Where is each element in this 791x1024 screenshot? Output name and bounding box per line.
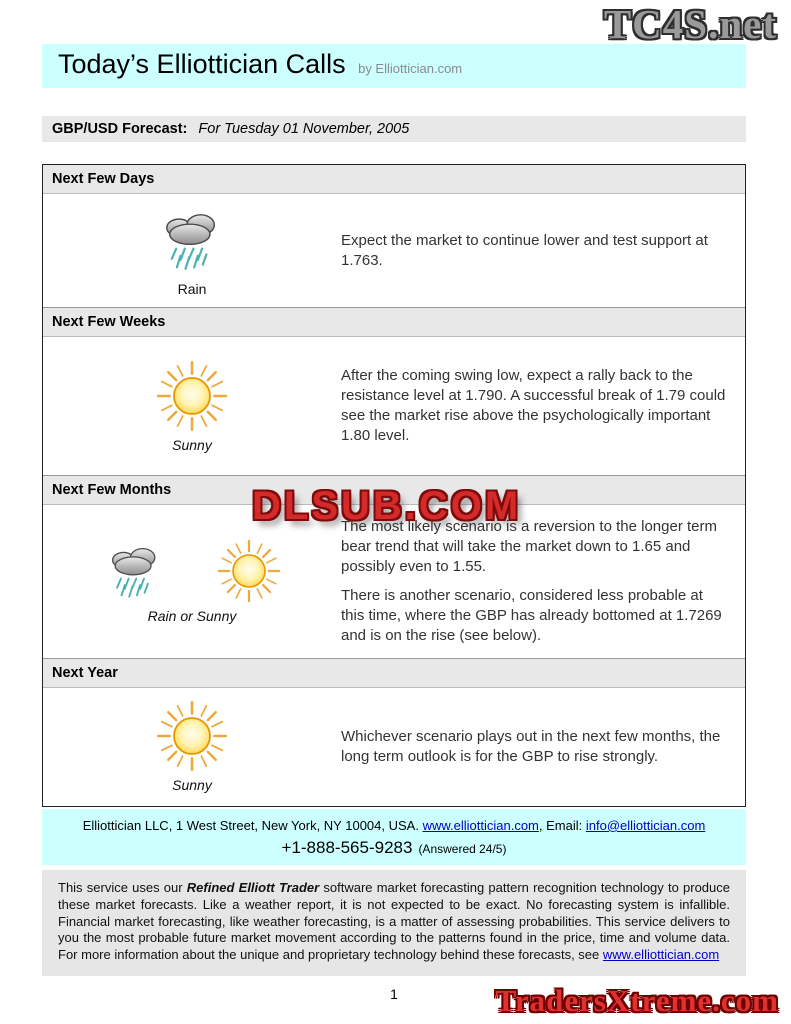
forecast-paragraph: After the coming swing low, expect a rally back to the resistance level at 1.790. A successful break of 1.79 could see the market rise above the psychologically important 1.80 level. <box>341 367 726 444</box>
weather-caption: Rain or Sunny <box>147 607 237 624</box>
rain-icon <box>97 539 173 603</box>
section-header-next-year: Next Year <box>43 658 745 688</box>
weather-icon-pair <box>97 539 287 603</box>
email-link[interactable]: info@elliottician.com <box>585 817 706 833</box>
section-header-next-few-weeks: Next Few Weeks <box>43 307 745 337</box>
weather-caption: Rain <box>177 281 207 297</box>
forecast-paragraph: Whichever scenario plays out in the next few months, the long term outlook is for the GBP to rise strongly. <box>341 727 721 765</box>
phone-note: (Answered 24/5) <box>418 841 507 856</box>
email-separator: , Email: <box>538 817 586 833</box>
weather-icon-cell <box>43 688 341 806</box>
section-next-few-days <box>43 194 745 307</box>
weather-icon-cell <box>43 337 341 475</box>
phone-number: +1-888-565-9283 <box>281 837 413 857</box>
forecast-bar <box>42 116 746 142</box>
contact-line <box>50 818 738 833</box>
watermark-dlsub: DLSUB.COM <box>252 484 522 528</box>
sun-icon <box>211 539 287 603</box>
forecast-date: For Tuesday 01 November, 2005 <box>198 121 410 137</box>
website-link[interactable]: www.elliottician.com <box>422 817 539 833</box>
page-number: 1 <box>390 986 398 1003</box>
section-next-year <box>43 688 745 806</box>
weather-icon-cell <box>43 194 341 307</box>
disclaimer-website-link[interactable]: www.elliottician.com <box>602 947 720 963</box>
page-title: Today’s Elliottician Calls <box>58 49 346 79</box>
forecast-text-cell <box>341 194 745 307</box>
contact-footer <box>42 809 746 865</box>
forecast-pair-label: GBP/USD Forecast: <box>52 121 188 137</box>
section-header-next-few-days: Next Few Days <box>43 165 745 194</box>
rain-icon <box>150 204 234 276</box>
sun-icon <box>150 700 234 772</box>
forecast-text-cell <box>341 337 745 475</box>
watermark-tc4s: TC4S.net <box>603 1 777 47</box>
phone-line <box>50 838 738 858</box>
weather-caption: Sunny <box>172 436 212 453</box>
company-address: Elliottician LLC, 1 West Street, New York, NY 10004, USA. <box>82 817 423 833</box>
section-header-next-few-months: Next Few Months <box>43 475 745 505</box>
forecast-paragraph: The most likely scenario is a reversion to the longer term bear trend that will take the market down to 1.65 and possibly even to 1.55. <box>341 518 717 575</box>
disclaimer-text-end: software market forecasting pattern recognition technology to produce these market forecasts. Like a weather report, it is not expected to be exact. No forecasting system is infallible. Financial market forecasting, like weather forecasting, is a matter of assessing probabilities. This service delivers to you the most probable future market movement according to the patterns found in the price, time and volume data. For more information about the unique and proprietary technology behind these forecasts, see <box>58 879 730 963</box>
watermark-tradersxtreme: TradersXtreme.com <box>495 983 779 1018</box>
page-subtitle: by Elliottician.com <box>358 61 463 76</box>
product-name: Refined Elliott Trader <box>186 879 320 895</box>
page-header <box>42 44 746 88</box>
disclaimer <box>42 870 746 976</box>
weather-caption: Sunny <box>172 777 212 794</box>
disclaimer-text-start: This service uses our <box>58 879 187 895</box>
forecast-paragraph: Expect the market to continue lower and test support at 1.763. <box>341 231 708 269</box>
forecast-text-cell <box>341 688 745 806</box>
sun-icon <box>150 360 234 432</box>
section-next-few-weeks <box>43 337 745 475</box>
forecast-paragraph: There is another scenario, considered less probable at this time, where the GBP has already bottomed at 1.7269 and is on the rise (see below). <box>341 587 722 644</box>
